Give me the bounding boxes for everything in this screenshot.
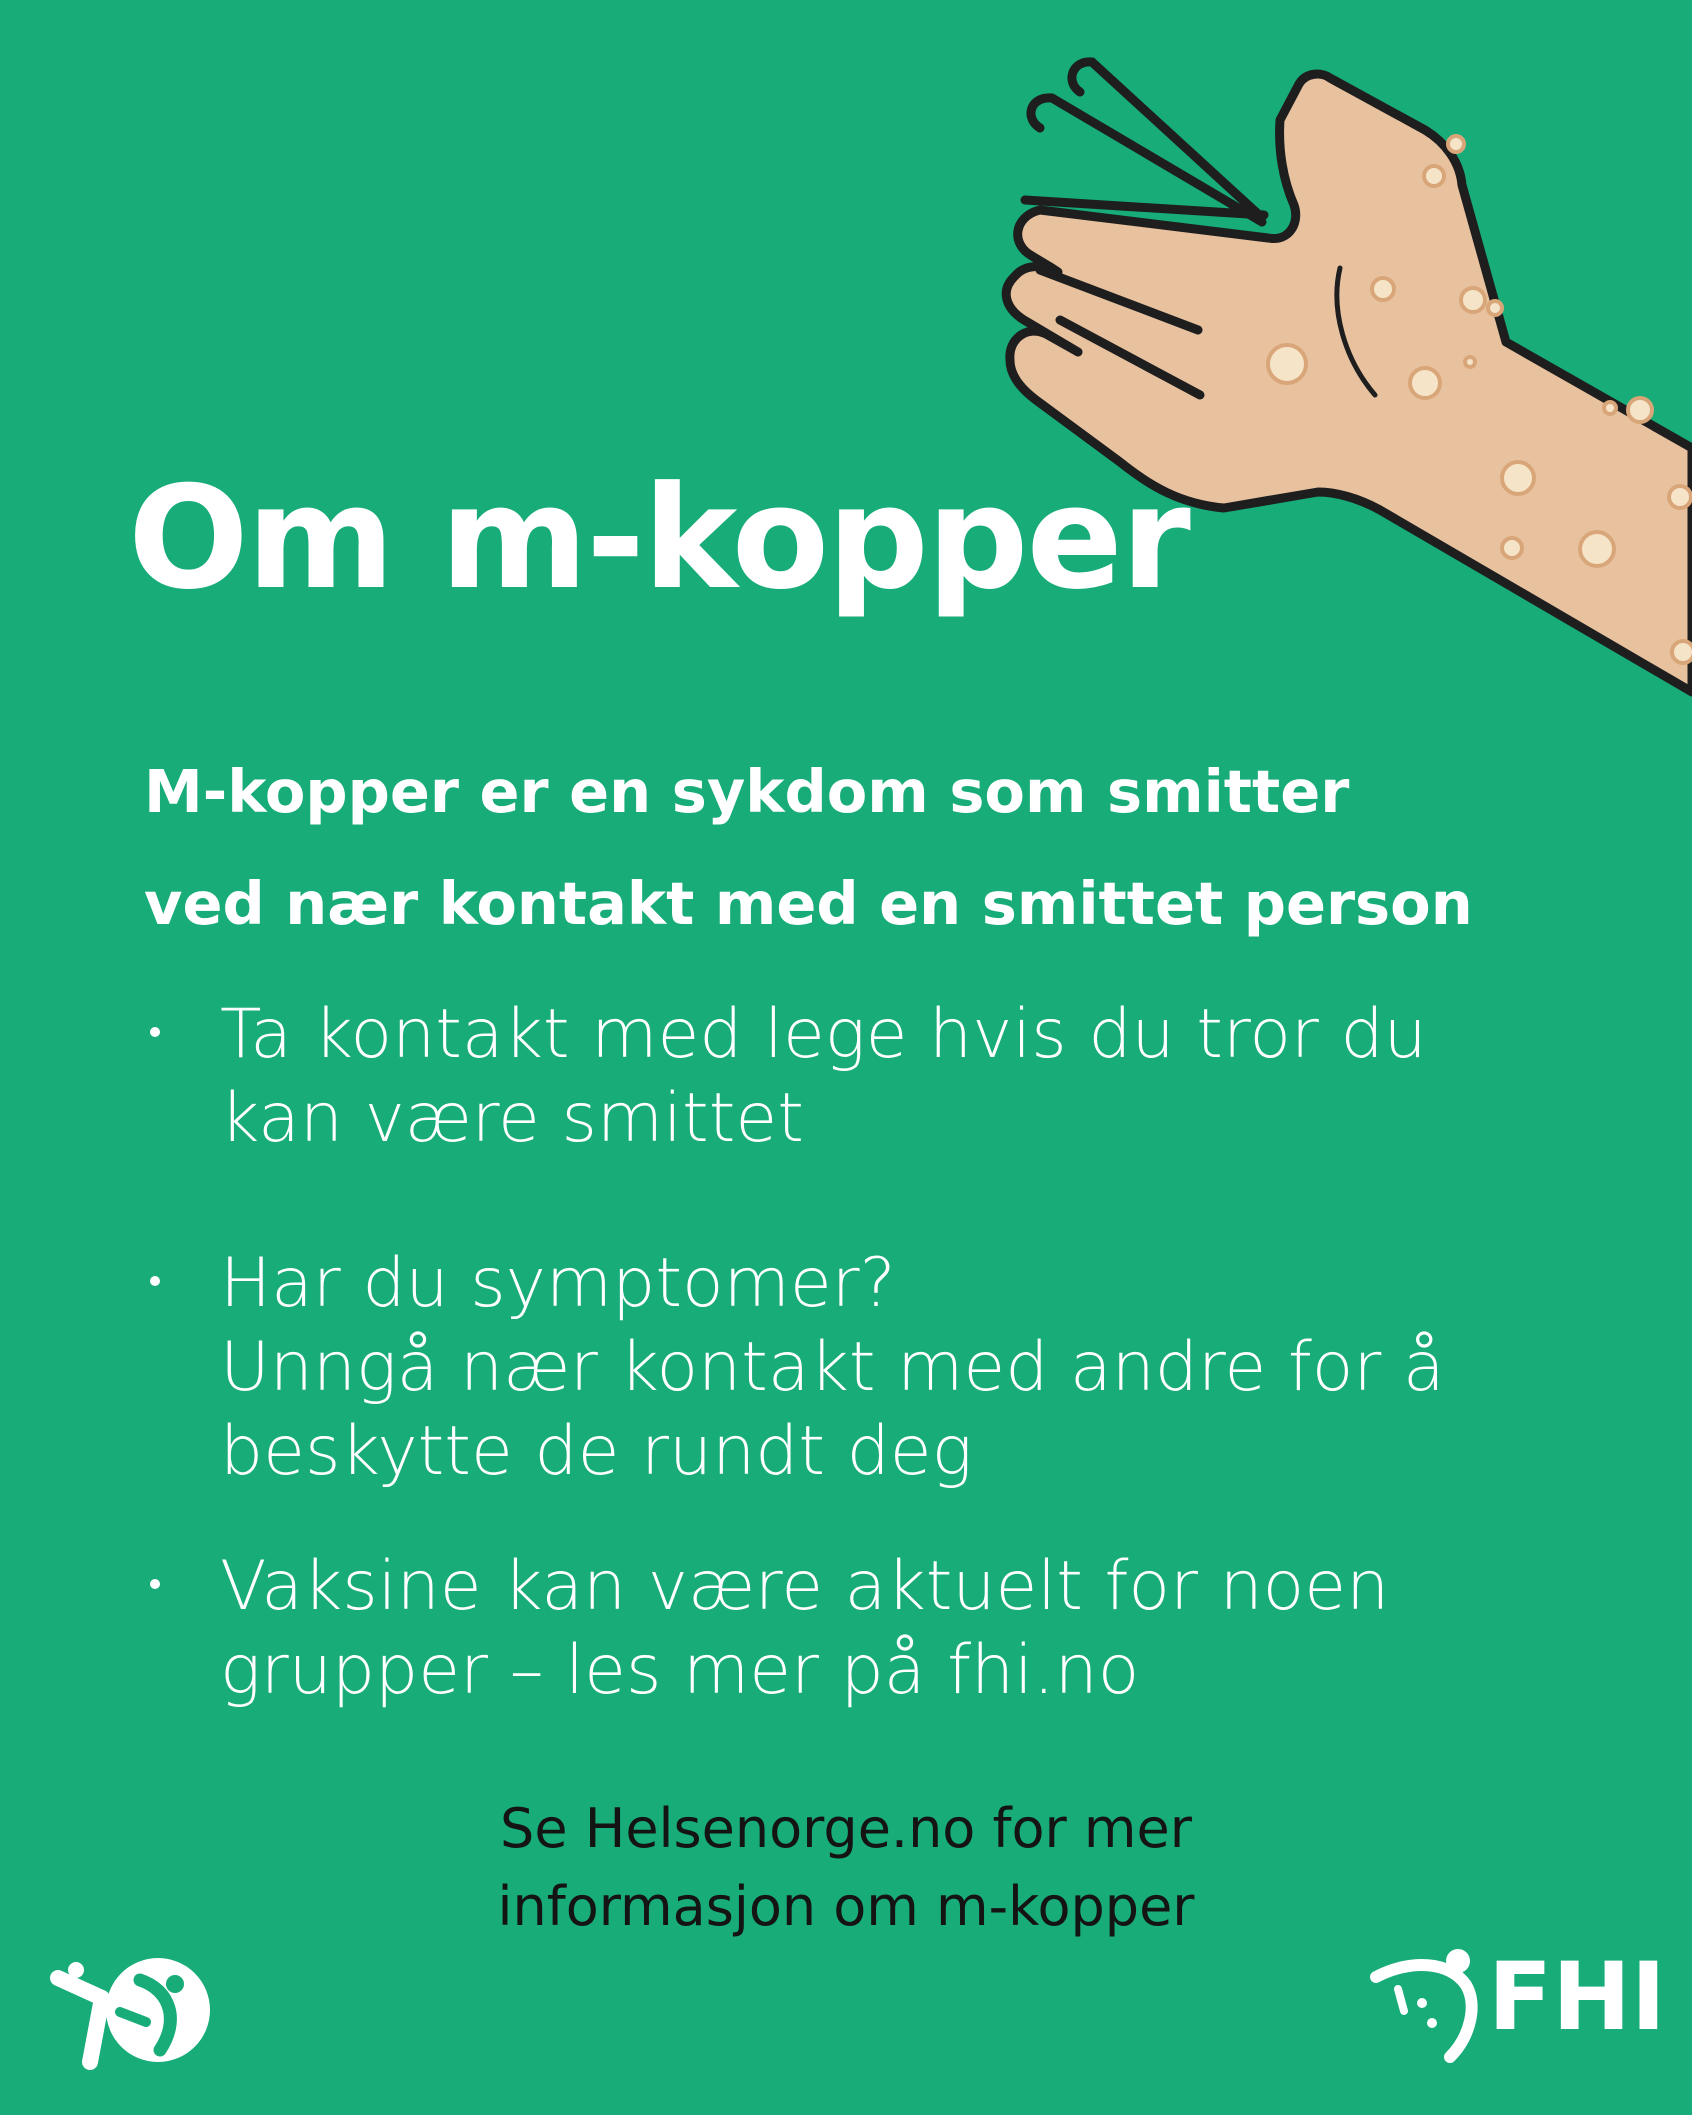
- bullet-text-line: Har du symptomer?: [220, 1244, 896, 1323]
- fhi-logo: [1370, 1943, 1666, 2065]
- footer-line-2: informasjon om m-kopper: [497, 1875, 1195, 1938]
- bullet-dot-icon: [150, 1027, 160, 1037]
- fhi-logo-icon: [1370, 1945, 1480, 2065]
- bullet-item: [150, 1545, 1630, 1713]
- bullet-item: [150, 993, 1630, 1161]
- bullet-text-line: Unngå nær kontakt med andre for å: [220, 1328, 1445, 1407]
- footer-line-1: Se Helsenorge.no for mer: [500, 1797, 1192, 1860]
- bullet-text-line: Vaksine kan være aktuelt for noen: [220, 1547, 1390, 1626]
- bullet-text-line: beskytte de rundt deg: [220, 1412, 973, 1491]
- bullet-text-line: kan være smittet: [220, 1079, 804, 1158]
- page-title: Om m-kopper: [128, 456, 1189, 621]
- bullet-text-line: Ta kontakt med lege hvis du tror du: [220, 995, 1427, 1074]
- bullet-item: [150, 1242, 1630, 1494]
- bullet-dot-icon: [150, 1276, 160, 1286]
- helsenorge-logo-icon: [50, 1950, 220, 2070]
- bullet-dot-icon: [150, 1579, 160, 1589]
- subtitle-line-1: M-kopper er en sykdom som smitter: [144, 757, 1350, 826]
- fhi-logo-text: FHI: [1488, 1943, 1666, 2052]
- footer-note: [0, 1790, 1692, 1946]
- bullet-text-line: grupper – les mer på fhi.no: [220, 1631, 1140, 1710]
- subtitle-line-2: ved nær kontakt med en smittet person: [144, 869, 1473, 938]
